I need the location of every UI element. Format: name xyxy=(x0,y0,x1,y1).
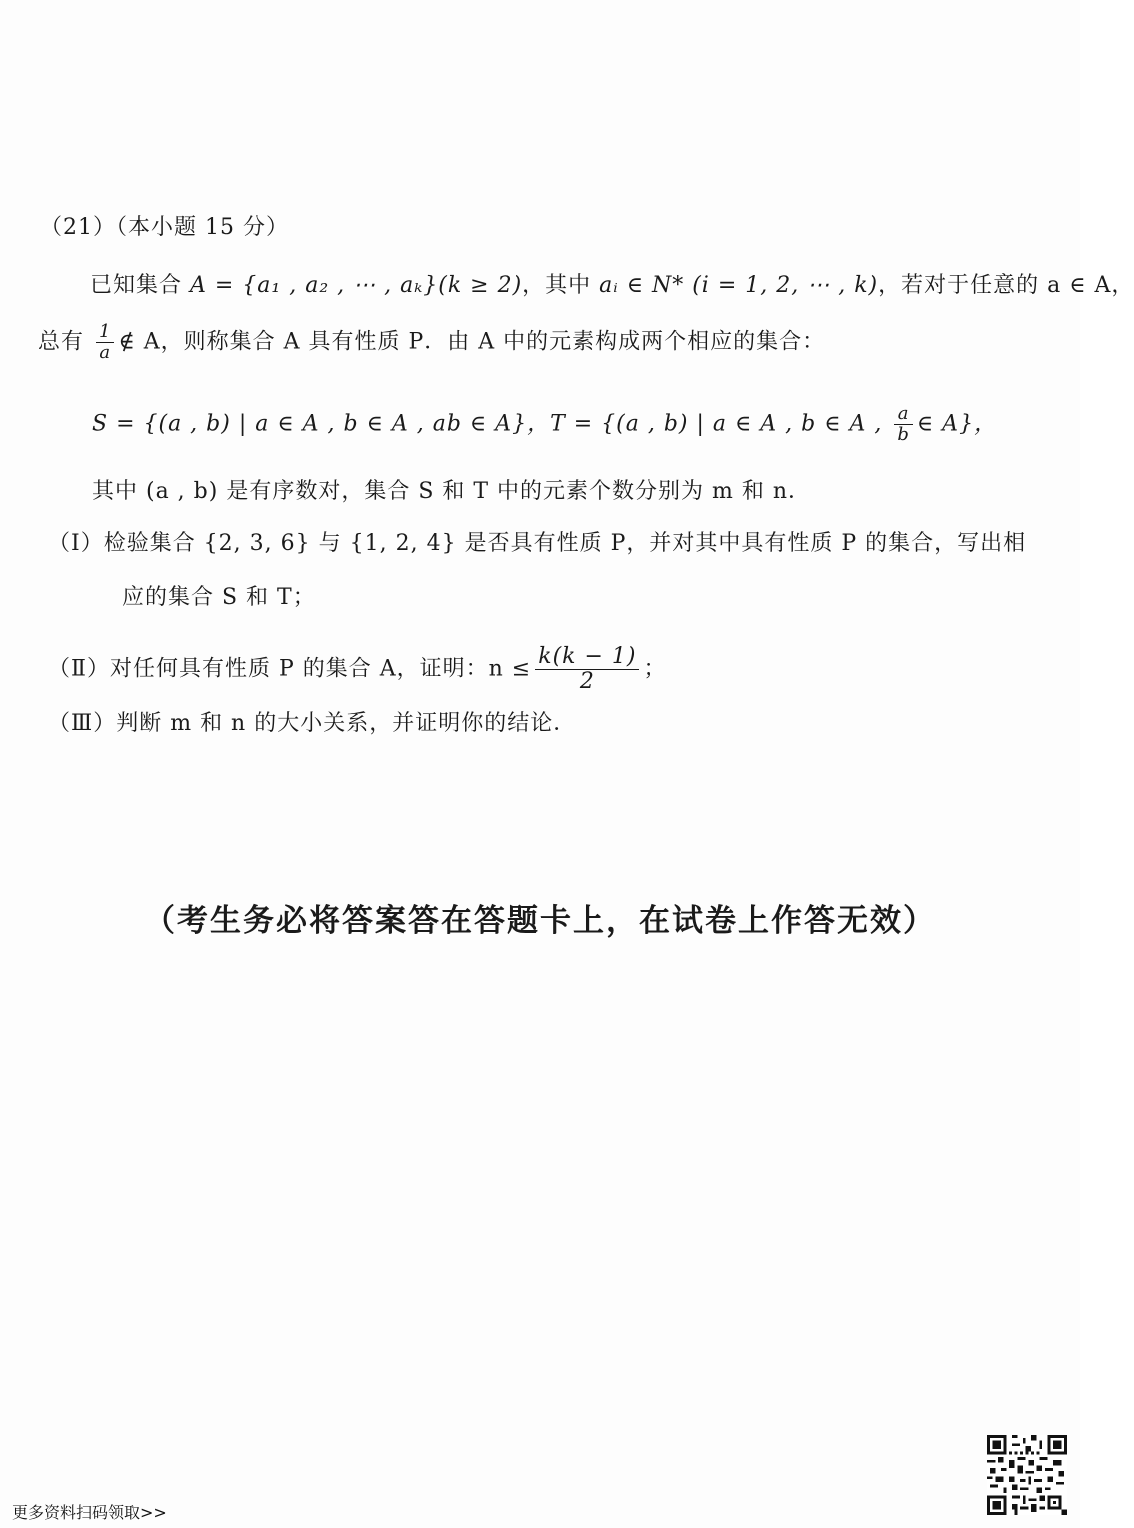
fraction-k-k-minus-1-over-2 xyxy=(535,645,639,694)
problem-header: （21）（本小题 15 分） xyxy=(40,215,289,240)
fraction-one-over-a xyxy=(96,322,114,363)
fraction-a-over-b xyxy=(894,404,913,445)
statement-text: ； xyxy=(643,656,667,682)
element-condition: aᵢ ∈ N* (i = 1, 2, ⋯ , k) xyxy=(599,273,879,298)
statement-text: ∉ A，则称集合 A 具有性质 P．由 A 中的元素构成两个相应的集合： xyxy=(118,329,826,355)
statement-text: ，若对于任意的 a ∈ A， xyxy=(878,273,1134,298)
ordered-pair-note: 其中 (a , b) 是有序数对，集合 S 和 T 中的元素个数分别为 m 和 n． xyxy=(92,479,812,504)
problem-statement-line-2 xyxy=(38,322,825,363)
set-t-closing: ∈ A}， xyxy=(916,411,998,437)
statement-text: ，其中 xyxy=(522,273,600,298)
more-resources-link[interactable]: 更多资料扫码领取>> xyxy=(12,1503,167,1522)
qr-code-icon[interactable] xyxy=(987,1435,1067,1515)
fraction-numerator: k(k − 1) xyxy=(535,645,639,670)
fraction-denominator: a xyxy=(99,342,112,363)
fraction-denominator: 2 xyxy=(579,669,595,694)
fraction-numerator: 1 xyxy=(96,322,114,343)
exam-notice: （考生务必将答案答在答题卡上，在试卷上作答无效） xyxy=(144,903,936,939)
fraction-numerator: a xyxy=(894,404,913,425)
set-s-t-text: S = {(a , b) | a ∈ A , b ∈ A , ab ∈ A}，T = {(a , b) | a ∈ A , b ∈ A , xyxy=(92,411,891,437)
statement-text: 已知集合 xyxy=(90,273,190,298)
statement-text: 总有 xyxy=(38,329,92,355)
statement-text: （Ⅱ）对任何具有性质 P 的集合 A，证明：n ≤ xyxy=(48,656,532,682)
fraction-denominator: b xyxy=(897,424,910,445)
sets-s-t-definition xyxy=(92,404,997,445)
part-1-question: （Ⅰ）检验集合 {2, 3, 6} 与 {1, 2, 4} 是否具有性质 P，并对其中具有性质 P 的集合，写出相 xyxy=(48,531,1027,556)
problem-statement-line-1 xyxy=(90,272,1134,300)
part-3-question: （Ⅲ）判断 m 和 n 的大小关系，并证明你的结论． xyxy=(48,711,577,736)
set-a-definition: A = {a₁ , a₂ , ⋯ , aₖ}(k ≥ 2) xyxy=(190,273,523,298)
part-2-question xyxy=(48,645,667,694)
part-1-question-continued: 应的集合 S 和 T； xyxy=(122,585,316,610)
